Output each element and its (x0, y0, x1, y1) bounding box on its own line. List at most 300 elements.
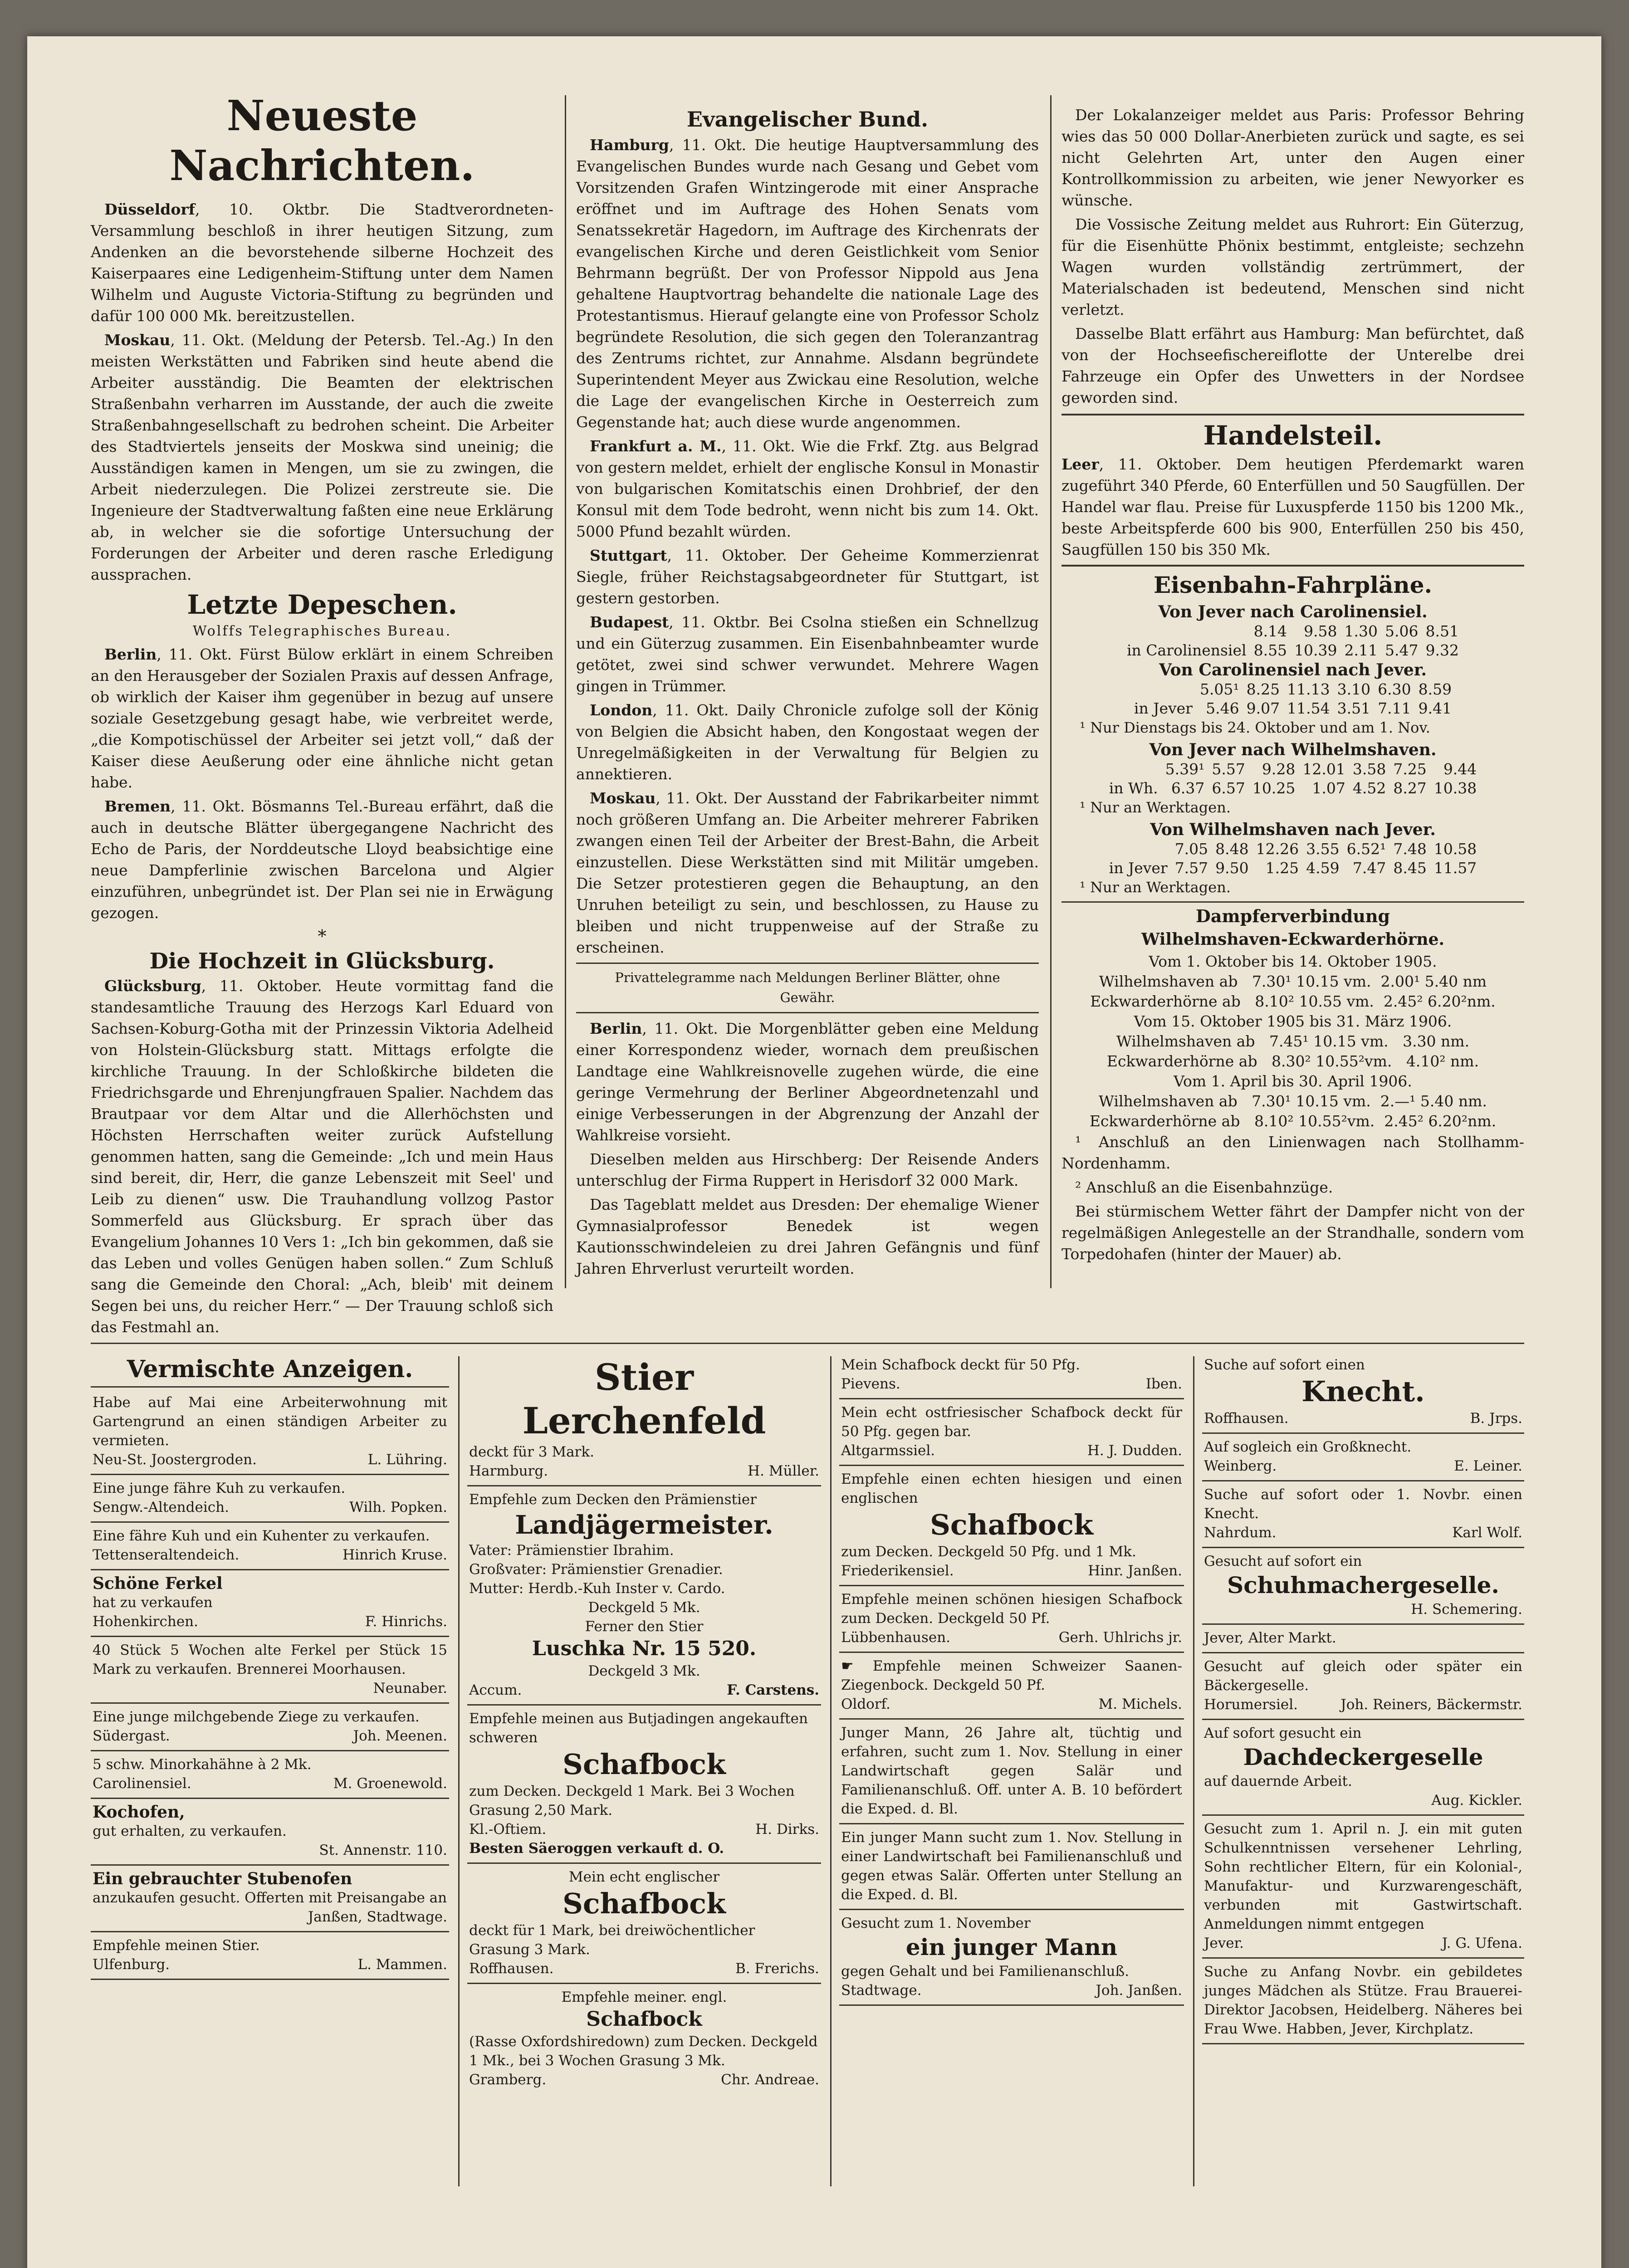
handel-paragraph (1062, 454, 1524, 560)
classified-ad (839, 1352, 1184, 1399)
schedule-line: Wilhelmshaven ab 7.45¹ 10.15 vm. 3.30 nm. (1116, 1032, 1470, 1050)
article-paragraph: Dasselbe Blatt erfährt aus Hamburg: Man befürchtet, daß von der Hochseefischereiflotte der Unterelbe drei Fahrzeuge ein Opfer des Unwetters in der Nordsee geworden sind. (1062, 325, 1524, 406)
paragraph-body: , 10. Oktbr. Die Stadtverordneten-Versammlung beschloß in ihrer heutigen Sitzung, zum Andenken an die bevorstehende silberne Hochzeit des Kaiserpaares eine Ledigenheim-Stiftung unter dem Namen Wilhelm und Auguste Victoria-Stiftung zu begründen und dafür 100 000 Mk. bereitzustellen. (91, 200, 553, 325)
ad-place: Kl.-Oftiem. (469, 1821, 547, 1838)
timetable-row (1106, 840, 1481, 859)
pedigree-line: Mutter: Herdb.-Kuh Inster v. Cardo. (469, 1580, 725, 1597)
classified-ad (1202, 1625, 1524, 1653)
ad-name: F. Carstens. (727, 1682, 819, 1698)
ad-place: Sengw.-Altendeich. (93, 1499, 229, 1515)
ad-headline: Schuhmachergeselle. (1227, 1572, 1499, 1598)
classified-ad (91, 1932, 449, 1980)
ad-name: H. Schemering. (1411, 1601, 1522, 1618)
ad-name: Hinrich Kruse. (342, 1547, 447, 1563)
time-cell: 8.55 (1253, 641, 1287, 659)
schedule-line: Vom 1. April bis 30. April 1906. (1174, 1072, 1412, 1090)
handel-title: Handelsteil. (1203, 420, 1383, 451)
body: , 11. Oktober. Dem heutigen Pferdemarkt waren zugeführt 340 Pferde, 60 Enterfüllen und 50 Saugfüllen. Der Handel war flau. Preise für Luxuspferde 1150 bis 1200 Mk., beste Arbeitspferde 600 bis 900, Enterfüllen 250 bis 450, Saugfüllen 150 bis 350 Mk. (1062, 455, 1524, 558)
ads-column-4 (1202, 1352, 1524, 2214)
ad-text: deckt für 3 Mark. (469, 1444, 595, 1460)
column-rule (830, 1356, 832, 2186)
ad-place: Carolinensiel. (93, 1775, 191, 1792)
article-paragraph (576, 787, 1039, 958)
schedule-line: Eckwarderhörne ab 8.10² 10.55²vm. 2.45² 6.20²nm. (1089, 1112, 1497, 1130)
article-paragraph (91, 329, 553, 585)
ad-fee: Deckgeld 5 Mk. (588, 1599, 700, 1616)
station-cell (1130, 680, 1196, 699)
ad-name: Neunaber. (373, 1680, 447, 1696)
article-paragraph (576, 1149, 1039, 1191)
time-cell: 7.48 (1393, 840, 1427, 858)
station-cell: in Jever (1134, 699, 1193, 717)
ad-text: 40 Stück 5 Wochen alte Ferkel per Stück 15 Mark zu verkaufen. Brennerei Moorhausen. (93, 1642, 447, 1677)
schedule-note: Bei stürmischem Wetter fährt der Dampfer nicht von der regelmäßigen Anlegestelle an der Strandhalle, sondern vom Torpedohafen (hinter der Mauer) ab. (1062, 1202, 1524, 1263)
dateline: Leer (1062, 455, 1099, 473)
ad-fee: Deckgeld 3 Mk. (588, 1663, 700, 1679)
ad-name: Chr. Andreae. (721, 2072, 819, 2088)
timetable-row (1130, 680, 1455, 699)
ad-text: Suche auf sofort einen (1204, 1357, 1365, 1373)
time-cell: 1.25 (1265, 859, 1299, 877)
depeschen-subtitle: Wolffs Telegraphisches Bureau. (192, 623, 452, 639)
depeschen-paragraphs (91, 644, 553, 924)
time-cell: 9.07 (1246, 699, 1280, 717)
classified-ad (1202, 1481, 1524, 1548)
divider (1062, 901, 1524, 903)
ad-text: Eine fähre Kuh und ein Kuhenter zu verkaufen. (93, 1528, 430, 1544)
time-cell: 3.51 (1337, 699, 1371, 717)
article-paragraph (91, 199, 553, 327)
wedding-title: Die Hochzeit in Glücksburg. (149, 948, 495, 974)
timetable-row (1106, 760, 1481, 779)
paragraph-body: , 11. Okt. Die Morgenblätter geben eine Meldung einer Korrespondenz wieder, wornach dem preußischen Landtage eine Wahlkreisnovelle zugehen würde, die eine geringe Vermehrung der Berliner Abgeordnetenzahl und einige Verbesserungen in der Abgrenzung der Anzahl der Wahlkreise vorsieht. (576, 1020, 1039, 1144)
ad-name: Hinr. Janßen. (1088, 1563, 1182, 1579)
ad-text: Suche zu Anfang Novbr. ein gebildetes junges Mädchen als Stütze. Frau Brauerei-Direktor Jacobsen, Heidelberg. Näheres bei Frau Wwe. Habben, Jever, Kirchplatz. (1204, 1964, 1522, 2037)
time-cell: 3.10 (1337, 680, 1371, 698)
classified-ad (91, 1799, 449, 1866)
ad-headline: Schafbock (586, 2008, 702, 2031)
ad-place: Stadtwage. (841, 1982, 922, 1999)
ad-place: Ulfenburg. (93, 1956, 170, 1973)
ad-place: Horumersiel. (1204, 1696, 1298, 1713)
ad-name: Iben. (1145, 1376, 1182, 1392)
ad-place: Roffhausen. (469, 1960, 554, 1977)
time-cell: 6.30 (1378, 680, 1411, 698)
ad-place: Roffhausen. (1204, 1410, 1289, 1427)
column-news (91, 91, 553, 1336)
station-cell: in Carolinensiel (1126, 641, 1247, 659)
paragraph-body: , 11. Okt. Bösmanns Tel.-Bureau erfährt, daß die auch in deutsche Blätter übergegangene Nachricht des Echo de Paris, der Norddeutsche Lloyd beabsichtige eine neue Dampferlinie zwischen Barcelona und Algier einzuführen, unbegründet ist. Der Plan sei nie in Erwägung gezogen. (91, 797, 553, 922)
misc-paragraphs (1062, 104, 1524, 408)
ads-column-2 (467, 1352, 821, 2214)
ad-text: Gesucht zum 1. April n. J. ein mit guten Schulkenntnissen versehener Lehrling, Sohn rechtlicher Eltern, für ein Kolonial-, Manufaktur- und Kurzwarengeschäft, verbunden mit Gastwirtschaft. Anmeldungen nimmt entgegen (1204, 1821, 1522, 1932)
ad-name: St. Annenstr. 110. (319, 1842, 447, 1858)
ad-text: Auf sofort gesucht ein (1204, 1725, 1362, 1741)
ad-text: Eine junge fähre Kuh zu verkaufen. (93, 1480, 346, 1496)
column-rule (1050, 95, 1052, 1288)
ad-text: (Rasse Oxfordshiredown) zum Decken. Deckgeld 1 Mk., bei 3 Wochen Grasung 3 Mk. (469, 2033, 818, 2069)
ad-schafbock-englisch (467, 1864, 821, 1984)
station-cell (1123, 622, 1250, 641)
time-cell: 9.50 (1215, 859, 1249, 877)
article-paragraph (576, 611, 1039, 697)
classified-ad (839, 1466, 1184, 1586)
timetable-row (1123, 641, 1463, 660)
ad-name: L. Mammen. (357, 1956, 447, 1973)
ad-text: auf dauernde Arbeit. (1204, 1773, 1352, 1789)
time-cell: 1.07 (1312, 779, 1345, 797)
time-cell: 8.48 (1215, 840, 1249, 858)
timetable-row (1123, 622, 1463, 641)
ad-name: E. Leiner. (1454, 1458, 1522, 1474)
time-cell: 9.44 (1443, 760, 1477, 778)
article-paragraph (576, 1018, 1039, 1146)
ad-text: Gesucht auf sofort ein (1204, 1553, 1362, 1569)
classified-ad (91, 1751, 449, 1799)
ad-headline: Kochofen, (93, 1803, 185, 1822)
ad-text: Suche auf sofort oder 1. Novbr. einen Knecht. (1204, 1486, 1522, 1522)
ads-list-3 (839, 1352, 1184, 2006)
time-cell: 5.57 (1212, 760, 1245, 778)
time-cell: 8.51 (1425, 622, 1459, 640)
timetable-row (1106, 779, 1481, 798)
ad-name: Karl Wolf. (1452, 1525, 1522, 1541)
classified-ad (839, 1399, 1184, 1466)
ad-place: Weinberg. (1204, 1458, 1277, 1474)
dateline: Moskau (590, 789, 656, 807)
paragraph-body: , 11. Okt. Fürst Bülow erklärt in einem Schreiben an den Herausgeber der Sozialen Praxis auf dessen Anfrage, ob wirklich der Kaiser ihm gegenüber in bezug auf unsere soziale Gesetzgebung gesagt habe, wie verbreitet werde, „die Kompotischüssel der Arbeiter sei jetzt voll,“ daß der Kaiser diese Aeußerung oder eine ähnliche nicht getan habe. (91, 645, 553, 791)
ad-place: Lübbenhausen. (841, 1629, 951, 1646)
column-rule (565, 95, 566, 1288)
ad-place: Jever, Alter Markt. (1204, 1630, 1336, 1646)
ad-place: Gramberg. (469, 2072, 547, 2088)
dateline: Düsseldorf (104, 200, 195, 218)
classified-ad (91, 1704, 449, 1751)
pedigree-line: Vater: Prämienstier Ibrahim. (469, 1542, 674, 1559)
ad-text: Eine junge milchgebende Ziege zu verkaufen. (93, 1709, 420, 1725)
schedule-line: Vom 1. Oktober bis 14. Oktober 1905. (1149, 953, 1437, 970)
ad-text: gegen Gehalt und bei Familienanschluß. (841, 1963, 1130, 1980)
ad-name: Janßen, Stadtwage. (308, 1909, 447, 1925)
news-paragraphs (91, 199, 553, 585)
timetable-row (1130, 699, 1455, 718)
ads-column-3 (839, 1352, 1184, 2214)
ad-text: hat zu verkaufen (93, 1594, 213, 1611)
classified-ad (91, 1389, 449, 1475)
column-rule (458, 1356, 460, 2186)
time-cell: 6.37 (1171, 779, 1205, 797)
dateline: Frankfurt a. M. (590, 437, 722, 455)
classified-ad (839, 1910, 1184, 2006)
ad-place: Friederikensiel. (841, 1563, 954, 1579)
time-cell: 7.57 (1174, 859, 1208, 877)
ad-text: Empfehle zum Decken den Prämienstier (469, 1491, 757, 1508)
steam-subtitle: Wilhelmshaven-Eckwarderhörne. (1141, 930, 1445, 949)
time-cell: 5.39¹ (1165, 760, 1205, 778)
ad-headline: Dachdeckergeselle (1243, 1744, 1483, 1770)
ad-name: M. Michels. (1098, 1696, 1182, 1712)
time-cell: 5.06 (1385, 622, 1419, 640)
private-telegrams-note: Privattelegramme nach Meldungen Berliner Blätter, ohne Gewähr. (615, 970, 1000, 1005)
dateline: Berlin (104, 645, 157, 663)
classified-ad (1202, 1959, 1524, 2044)
schedule-line: Wilhelmshaven ab 7.30¹ 10.15 vm. 2.—¹ 5.40 nm. (1099, 1092, 1487, 1110)
time-cell: 10.39 (1294, 641, 1337, 659)
ad-stier-lerchenfeld (467, 1352, 821, 1486)
ad-text: zum Decken. Deckgeld 1 Mark. Bei 3 Wochen Grasung 2,50 Mark. (469, 1783, 795, 1818)
article-paragraph: Die Vossische Zeitung meldet aus Ruhrort: Ein Güterzug, für die Eisenhütte Phönix bestimmt, entgleiste; sechzehn Wagen wurden vollständig zertrümmert, der Materialschaden ist bedeutend, Menschen sind nicht verletzt. (1062, 215, 1524, 318)
ad-text: ☛ Empfehle meinen Schweizer Saanen-Ziegenbock. Deckgeld 50 Pf. (841, 1658, 1182, 1693)
ad-name: B. Jrps. (1470, 1410, 1522, 1427)
time-cell: 11.54 (1287, 699, 1330, 717)
ad-text: Empfehle einen echten hiesigen und einen englischen (841, 1471, 1182, 1506)
ad-name: F. Hinrichs. (365, 1613, 447, 1630)
time-cell: 7.47 (1352, 859, 1386, 877)
time-cell: 10.25 (1252, 779, 1296, 797)
classified-ad (1202, 1653, 1524, 1720)
paragraph-body: , 11. Okt. Der Ausstand der Fabrikarbeiter nimmt noch größeren Umfang an. Die Arbeiter mehrerer Fabriken zwangen einen Teil der Arbeiter der Brest-Bahn, die Arbeit einzustellen. Diese Werkstätten sind mit Militär umgeben. Die Setzer protestieren gegen die Behauptung, an den Unruhen beteiligt zu sein, und beschlossen, zu Hause zu bleiben und nicht truppenweise auf der Straße zu erscheinen. (576, 789, 1039, 956)
classified-ad (1202, 1434, 1524, 1481)
classified-ad (1202, 1352, 1524, 1434)
timetable (1106, 760, 1481, 798)
ad-text: Gesucht zum 1. November (841, 1915, 1031, 1931)
ad-text: Empfehle meinen Stier. (93, 1937, 260, 1954)
paragraph-body: , 11. Okt. (Meldung der Petersb. Tel.-Ag.) In den meisten Werkstätten und Fabriken sind heute abend die Arbeiter ausständig. Die Beamten der elektrischen Straßenbahn verharren im Ausstande, der auch die zweite Straßenbahngesellschaft zu bedrohen scheint. Die Arbeiter des Stadtviertels jenseits der Moskwa sind uneinig; die Ausständigen kamen in Mengen, um sie zu zwingen, die Arbeit niederzulegen. Die Polizei zerstreute sie. Die Ingenieure der Stadtverwaltung faßten eine neue Erklärung ab, in welcher sie die sofortige Untersuchung der Forderungen der Arbeiter und deren rasche Erledigung aussprachen. (91, 331, 553, 583)
wedding-paragraphs (91, 975, 553, 1338)
timetable (1106, 840, 1481, 878)
timetables (1062, 602, 1524, 897)
divider (576, 963, 1039, 964)
time-cell: 9.28 (1262, 760, 1296, 778)
rail-title: Eisenbahn-Fahrpläne. (1153, 572, 1432, 598)
ad-text: Ferner den Stier (585, 1618, 704, 1635)
timetable (1123, 622, 1463, 660)
column-rule (1193, 1356, 1194, 2186)
classified-ad (839, 1653, 1184, 1720)
ad-headline: Schöne Ferkel (93, 1574, 223, 1593)
article-paragraph (576, 1194, 1039, 1279)
ad-place: Jever. (1204, 1935, 1244, 1951)
time-cell: 6.52¹ (1346, 840, 1386, 858)
berlin-paragraphs (576, 1018, 1039, 1279)
time-cell: 12.01 (1302, 760, 1345, 778)
schedule-line: Wilhelmshaven ab 7.30¹ 10.15 vm. 2.00¹ 5.40 nm (1099, 973, 1487, 990)
dateline: Hamburg (590, 136, 670, 154)
time-cell: 7.11 (1378, 699, 1411, 717)
time-cell: 8.59 (1418, 680, 1452, 698)
ad-headline: Schafbock (930, 1508, 1093, 1541)
ad-name: Joh. Meenen. (353, 1728, 447, 1744)
time-cell: 5.46 (1206, 699, 1239, 717)
ad-name: J. G. Ufena. (1442, 1935, 1522, 1951)
time-cell: 4.52 (1352, 779, 1386, 797)
time-cell: 3.58 (1352, 760, 1386, 778)
ad-place: Hohenkirchen. (93, 1613, 198, 1630)
station-cell (1106, 760, 1162, 779)
ad-headline: Luschka Nr. 15 520. (532, 1637, 757, 1660)
classified-ad (839, 1720, 1184, 1824)
article-paragraph (576, 699, 1039, 785)
time-cell: 5.05¹ (1199, 680, 1239, 698)
time-cell: 7.05 (1174, 840, 1208, 858)
timetable-title: Von Carolinensiel nach Jever. (1159, 660, 1427, 679)
timetable-title: Von Jever nach Wilhelmshaven. (1149, 740, 1437, 759)
classified-ad (1202, 1816, 1524, 1959)
time-cell: 8.27 (1393, 779, 1427, 797)
paragraph-body: , 11. Oktbr. Bei Csolna stießen ein Schnellzug und ein Güterzug zusammen. Ein Eisenbahnbeamter wurde getötet, zwei sind schwer verwundet. Mehrere Wagen gingen in Trümmer. (576, 613, 1039, 695)
dateline: Glücksburg (104, 977, 201, 995)
ad-text: Mein Schafbock deckt für 50 Pfg. (841, 1357, 1080, 1373)
ad-pedigree (469, 1541, 819, 1598)
section-rule (91, 1343, 1524, 1344)
ad-text: deckt für 1 Mark, bei dreiwöchentlicher Grasung 3 Mark. (469, 1922, 755, 1958)
article-paragraph (91, 796, 553, 924)
time-cell: 6.57 (1212, 779, 1245, 797)
ad-text: Empfehle meinen schönen hiesigen Schafbock zum Decken. Deckgeld 50 Pf. (841, 1591, 1182, 1627)
time-cell: 9.32 (1425, 641, 1459, 659)
ad-schafbock-oxford (467, 1984, 821, 2094)
ad-headline: ein junger Mann (905, 1934, 1118, 1960)
ad-name: B. Frerichs. (735, 1960, 819, 1977)
paragraph-body: , 11. Okt. Wie die Frkf. Ztg. aus Belgrad von gestern meldet, erhielt der englische Konsul in Monastir von bulgarischen Komitatschis einen Drohbrief, der den Konsul mit dem Tode bedroht, wenn nicht bis zum 14. Okt. 5000 Pfund bezahlt würden. (576, 437, 1039, 540)
timetable (1130, 680, 1455, 718)
timetable-note: ¹ Nur an Werktagen. (1080, 799, 1231, 816)
ad-place: Accum. (469, 1682, 522, 1698)
ad-headline: Knecht. (1301, 1375, 1425, 1408)
ad-place: Nahrdum. (1204, 1525, 1277, 1541)
time-cell: 11.13 (1287, 680, 1330, 698)
column-evangelisch (576, 104, 1039, 1288)
ad-text: Gesucht auf gleich oder später ein Bäckergeselle. (1204, 1658, 1522, 1694)
dateline: Moskau (104, 331, 171, 349)
time-cell: 12.26 (1256, 840, 1299, 858)
paragraph-body: , 11. Okt. Daily Chronicle zufolge soll der König von Belgien die Absicht haben, den Kongostaat wegen der Unregelmäßigkeiten in der Verwaltung für Belgien zu annektieren. (576, 701, 1039, 783)
ad-name: H. Müller. (748, 1463, 819, 1479)
time-cell: 9.58 (1304, 622, 1337, 640)
paragraph-body: , 11. Okt. Die heutige Hauptversammlung des Evangelischen Bundes wurde nach Gesang und Gebet vom Vorsitzenden Grafen Wintzingerode mit einer Ansprache eröffnet und im Auftrage des Hohen Senats vom Senatssekretär Hagedorn, im Auftrage des Kirchenrats der evangelischen Kirche und deren Geistlichkeit vom Senior Behrmann begrüßt. Der von Professor Nippold aus Jena gehaltene Hauptvortrag behandelte die nationale Lage des Protestantismus. Hierauf gelangte eine von Professor Scholz begründete Resolution, die sich gegen den Toleranzantrag des Zentrums richtet, zur Annahme. Alsdann begründete Superintendent Meyer aus Zwickau eine Resolution, welche die Lage der evangelischen Kirche in Oesterreich zum Gegenstande hat; auch diese wurde angenommen. (576, 136, 1039, 431)
classified-ad (839, 1824, 1184, 1910)
divider (1062, 565, 1524, 567)
time-cell: 8.25 (1246, 680, 1280, 698)
article-paragraph (91, 975, 553, 1338)
ad-text: Empfehle meinen aus Butjadingen angekauften schweren (469, 1711, 808, 1746)
schedule-line: Eckwarderhörne ab 8.30² 10.55²vm. 4.10² nm. (1106, 1052, 1479, 1070)
depeschen-title: Letzte Depeschen. (187, 589, 457, 620)
time-cell: 9.41 (1418, 699, 1452, 717)
ad-place: Tettenseraltendeich. (93, 1547, 240, 1563)
schedule-note: ² Anschluß an die Eisenbahnzüge. (1075, 1178, 1333, 1196)
dateline: Stuttgart (590, 547, 667, 564)
ad-name: Joh. Reiners, Bäckermstr. (1340, 1696, 1522, 1713)
classified-ad (1202, 1548, 1524, 1625)
ad-text: anzukaufen gesucht. Offerten mit Preisangabe an (93, 1890, 447, 1906)
dateline: Bremen (104, 797, 171, 815)
timetable-title: Von Wilhelmshaven nach Jever. (1150, 820, 1436, 839)
ad-headline: Stier Lerchenfeld (522, 1356, 766, 1442)
ad-name: Gerh. Uhlrichs jr. (1058, 1629, 1182, 1646)
ad-headline: Schafbock (563, 1887, 726, 1920)
article-paragraph (576, 134, 1039, 433)
ad-text: Junger Mann, 26 Jahre alt, tüchtig und erfahren, sucht zum 1. Nov. Stellung in einer Landwirtschaft gegen Salär und Familienanschluß. Off. unter A. B. 10 befördert die Exped. d. Bl. (841, 1725, 1182, 1817)
time-cell: 1.30 (1344, 622, 1378, 640)
ads-title: Vermischte Anzeigen. (91, 1354, 449, 1388)
time-cell: 8.45 (1393, 859, 1427, 877)
divider (576, 1012, 1039, 1013)
ad-text: Habe auf Mai eine Arbeiterwohnung mit Gartengrund an einen ständigen Arbeiter zu vermieten. (93, 1394, 447, 1449)
ad-landjaegermeister (467, 1486, 821, 1706)
classified-ad (91, 1570, 449, 1637)
ad-name: H. Dirks. (755, 1821, 819, 1838)
time-cell: 10.38 (1433, 779, 1477, 797)
ad-schafbock-butjadingen (467, 1706, 821, 1864)
ad-name: H. J. Dudden. (1087, 1442, 1182, 1459)
time-cell: 5.47 (1385, 641, 1419, 659)
ad-name: M. Groenewold. (333, 1775, 447, 1792)
time-cell: 4.59 (1306, 859, 1340, 877)
timetable-title: Von Jever nach Carolinensiel. (1158, 602, 1428, 621)
ad-headline: Schafbock (563, 1748, 726, 1781)
time-cell: 11.57 (1433, 859, 1477, 877)
schedule-line: Vom 15. Oktober 1905 bis 31. März 1906. (1134, 1012, 1452, 1030)
ad-text: zum Decken. Deckgeld 50 Pfg. und 1 Mk. (841, 1544, 1136, 1560)
ads-list-4 (1202, 1352, 1524, 2044)
ad-headline: Landjägermeister. (515, 1510, 773, 1540)
ads-list-1 (91, 1389, 449, 1980)
paragraph-body: , 11. Oktober. Der Geheime Kommerzienrat Siegle, früher Reichstagsabgeordneter für Stuttgart, ist gestern gestorben. (576, 547, 1039, 607)
masthead: Neueste Nachrichten. (169, 91, 475, 190)
ad-place: Altgarmssiel. (841, 1442, 935, 1459)
ad-text: Auf sogleich ein Großknecht. (1204, 1439, 1412, 1455)
ad-place: Oldorf. (841, 1696, 890, 1712)
article-paragraph (576, 435, 1039, 542)
paragraph-body: , 11. Oktober. Heute vormittag fand die standesamtliche Trauung des Herzogs Karl Eduard von Sachsen-Koburg-Gotha mit der Prinzessin Viktoria Adelheid von Holstein-Glücksburg statt. Mittags erfolgte die kirchliche Trauung. In der Schloßkirche bildeten die Friedrichsgarde und Ehrenjungfrauen Spalier. Nachdem das Brautpaar vor dem Altar und die Allerhöchsten und Höchsten Herrschaften weiter zurück Aufstellung genommen hatten, sang die Gemeinde: „Ich und mein Haus sind bereit, dir, Herr, die ganze Lebenszeit mit Seel' und Leib zu dienen“ usw. Die Trauhandlung vollzog Pastor Sommerfeld aus Glücksburg. Er sprach über das Evangelium Johannes 10 Vers 1: „Ich bin gekommen, daß sie das Leben und volles Genügen haben sollen.“ Zum Schluß sang die Gemeinde den Choral: „Ach, bleib' mit deinem Segen bei uns, du reicher Herr.“ — Der Trauung schloß sich das Festmahl an. (91, 977, 553, 1336)
newspaper-page (27, 36, 1601, 2268)
column-misc (1062, 104, 1524, 1288)
classified-ad (91, 1637, 449, 1704)
dateline: Budapest (590, 613, 669, 631)
timetable-row (1106, 859, 1481, 878)
evangelisch-title: Evangelischer Bund. (686, 107, 929, 132)
ad-name: Joh. Janßen. (1096, 1982, 1182, 1999)
article-paragraph: Der Lokalanzeiger meldet aus Paris: Professor Behring wies das 50 000 Dollar-Anerbieten zurück und sagte, es sei nicht Gelehrten Art, unter den Augen einer Kontrollkommission zu arbeiten, wie jener Newyorker es wünsche. (1062, 106, 1524, 209)
classified-ad (1202, 1720, 1524, 1816)
schedule-note: ¹ Anschluß an den Linienwagen nach Stollhamm-Nordenhamm. (1062, 1133, 1524, 1172)
pedigree-line: Großvater: Prämienstier Grenadier. (469, 1561, 723, 1578)
ad-text: 5 schw. Minorkahähne à 2 Mk. (93, 1756, 312, 1773)
ad-headline: Ein gebrauchter Stubenofen (93, 1869, 352, 1888)
article-paragraph (91, 644, 553, 793)
time-cell: 3.55 (1306, 840, 1340, 858)
ad-name: Aug. Kickler. (1431, 1792, 1522, 1809)
dateline: Berlin (590, 1020, 642, 1037)
classified-ad (91, 1866, 449, 1932)
classified-ad (91, 1523, 449, 1570)
ad-text: Mein echt englischer (568, 1869, 720, 1885)
time-cell: 10.58 (1433, 840, 1477, 858)
divider (1062, 414, 1524, 415)
time-cell: 8.14 (1253, 622, 1287, 640)
classified-ad (91, 1475, 449, 1523)
station-cell: in Jever (1109, 859, 1168, 877)
ad-text: gut erhalten, zu verkaufen. (93, 1823, 287, 1839)
ad-text: Mein echt ostfriesischer Schafbock deckt für 50 Pfg. gegen bar. (841, 1404, 1182, 1440)
schedule-line: Eckwarderhörne ab 8.10² 10.55 vm. 2.45² 6.20²nm. (1090, 992, 1496, 1010)
ad-place: Neu-St. Joostergroden. (93, 1452, 257, 1468)
article-paragraph (576, 545, 1039, 609)
station-cell: in Wh. (1109, 779, 1158, 797)
time-cell: 7.25 (1393, 760, 1427, 778)
steam-schedule (1062, 952, 1524, 1131)
